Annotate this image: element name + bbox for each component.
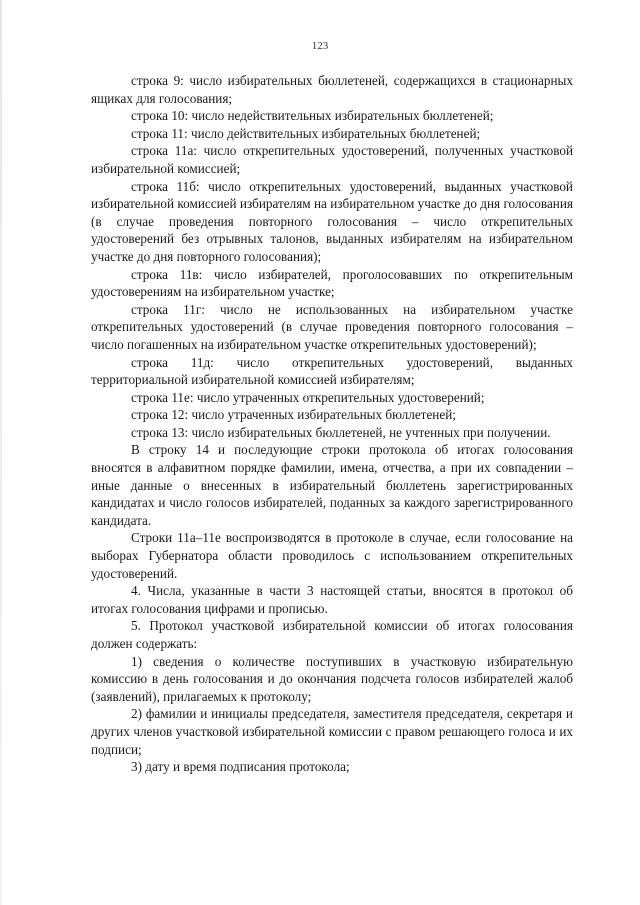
paragraph: строка 11а: число открепительных удостоверений, полученных участковой избирательной комиссией; [91,143,573,176]
paragraph: 5. Протокол участковой избирательной комиссии об итогах голосования должен содержать: [91,618,573,651]
paragraph: строка 11д: число открепительных удостоверений, выданных территориальной избирательной комиссией избирателям; [91,354,573,388]
paragraph: 4. Числа, указанные в части 3 настоящей статьи, вносятся в протокол об итогах голосования цифрами и прописью. [91,583,573,616]
paragraph: строка 9: число избирательных бюллетеней, содержащихся в стационарных ящиках для голосования; [91,73,573,106]
paragraph: строка 11е: число утраченных открепительных удостоверений; [131,389,485,405]
paragraph: строка 11в: число избирателей, проголосовавших по открепительным удостоверениям на избирательном участке; [91,266,573,300]
paragraph: строка 11б: число открепительных удостоверений, выданных участковой избирательной комиссией избирателям на избирательном участке до дня голосования (в случае проведения повторного голосования – число открепительных удостоверений без отрывных талонов, выданных избирателям на избирательном участке до дня повторного голосования); [91,178,573,264]
document-body [91,72,573,776]
page-number: 123 [311,40,329,52]
paragraph: строка 11: число действительных избирательных бюллетеней; [131,125,481,141]
paragraph: 3) дату и время подписания протокола; [131,759,350,775]
paragraph: строка 10: число недействительных избирательных бюллетеней; [131,108,494,124]
paragraph: строка 12: число утраченных избирательных бюллетеней; [131,407,456,423]
scan-edge [0,0,2,905]
paragraph: строка 11г: число не использованных на избирательном участке открепительных удостоверений (в случае проведения повторного голосования – число погашенных на избирательном участке открепительных удостоверений); [91,301,573,352]
paragraph: строка 13: число избирательных бюллетеней, не учтенных при получении. [131,424,551,440]
paragraph: В строку 14 и последующие строки протокола об итогах голосования вносятся в алфавитном порядке фамилии, имена, отчества, а при их совпадении – иные данные о внесенных в избирательный бюллетень зарегистрированных кандидатах и число голосов избирателей, поданных за каждого зарегистрированного кандидата. [91,442,573,528]
paragraph: 1) сведения о количестве поступивших в участковую избирательную комиссию в день голосования и до окончания подсчета голосов избирателей жалоб (заявлений), прилагаемых к протоколу; [91,653,573,704]
paragraph: 2) фамилии и инициалы председателя, заместителя председателя, секретаря и других членов участковой избирательной комиссии с правом решающего голоса и их подписи; [91,706,573,757]
paragraph: Строки 11а–11е воспроизводятся в протоколе в случае, если голосование на выборах Губернатора области проводилось с использованием открепительных удостоверений. [91,530,573,581]
